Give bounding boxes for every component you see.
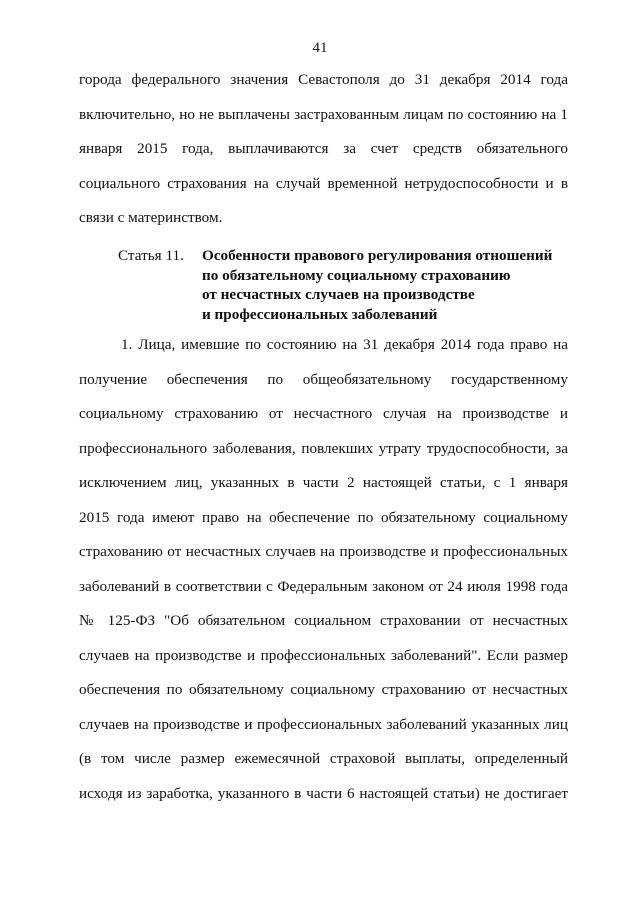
paragraph-part-1	[79, 328, 568, 811]
text-line: связи с материнством.	[79, 209, 223, 226]
article-title-line: от несчастных случаев на производстве	[202, 286, 475, 303]
text-line: 2015 года имеют право на обеспечение по обязательному социальному	[79, 508, 568, 526]
text-line: исходя из заработка, указанного в части 6 настоящей статьи) не достигает	[79, 784, 568, 802]
article-title-line: и профессиональных заболеваний	[202, 305, 438, 323]
article-title	[202, 246, 552, 324]
page-number: 41	[312, 40, 328, 56]
text-line: случаев на производстве и профессиональных заболеваний". Если размер	[79, 646, 568, 664]
text-line: профессионального заболевания, повлекших утрату трудоспособности, за	[79, 439, 568, 457]
text-line: № 125-ФЗ "Об обязательном социальном страховании от несчастных	[79, 612, 568, 629]
text-line: случаев на производстве и профессиональных заболеваний указанных лиц	[79, 715, 568, 733]
text-line: получение обеспечения по общеобязательному государственному	[79, 370, 568, 388]
text-line: заболеваний в соответствии с Федеральным законом от 24 июля 1998 года	[79, 577, 568, 595]
article-title-line: по обязательному социальному страхованию	[202, 266, 511, 284]
text-line: социальному страхованию от несчастного случая на производстве и	[79, 405, 568, 422]
text-line: города федерального значения Севастополя до 31 декабря 2014 года	[79, 71, 568, 88]
text-line: исключением лиц, указанных в части 2 настоящей статьи, с 1 января	[79, 474, 568, 491]
text-line: включительно, но не выплачены застрахованным лицам по состоянию на 1	[79, 105, 568, 123]
article-label: Статья 11.	[118, 247, 184, 264]
text-line: страхованию от несчастных случаев на производстве и профессиональных	[79, 543, 568, 560]
text-line: социального страхования на случай временной нетрудоспособности и в	[79, 174, 568, 192]
text-line: 1. Лица, имевшие по состоянию на 31 декабря 2014 года право на	[121, 336, 568, 353]
text-line: января 2015 года, выплачиваются за счет средств обязательного	[79, 140, 568, 157]
text-line: (в том числе размер ежемесячной страховой выплаты, определенный	[79, 750, 568, 767]
article-title-line: Особенности правового регулирования отношений	[202, 247, 553, 264]
text-line: обеспечения по обязательному социальному страхованию от несчастных	[79, 681, 568, 698]
paragraph-continuation	[79, 63, 568, 236]
